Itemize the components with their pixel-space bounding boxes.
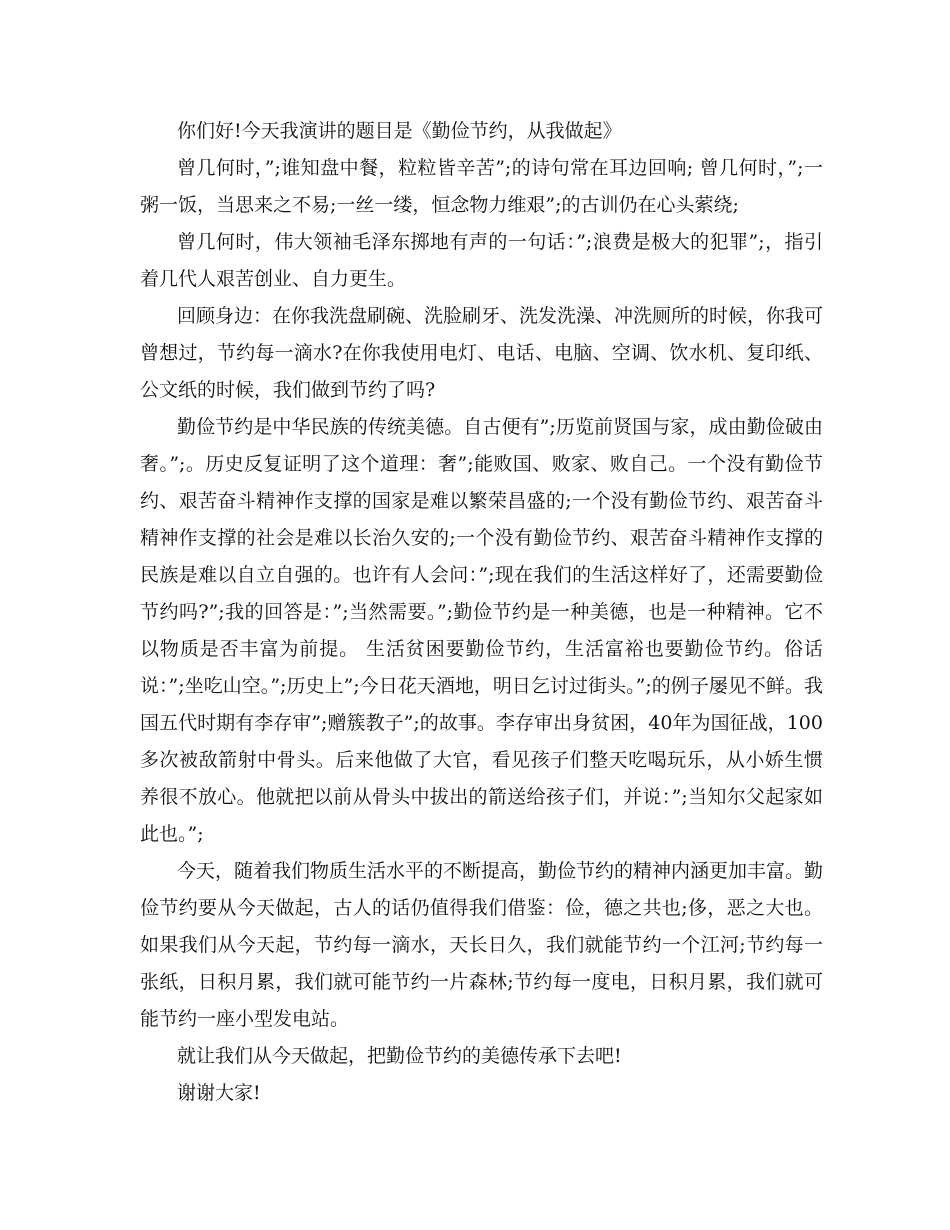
thanks-paragraph: 谢谢大家! [177, 1082, 261, 1104]
body-paragraph: 勤俭节约是中华民族的传统美德。自古便有”;历览前贤国与家，成由勤俭破由奢。”;。历史反复证明了这个道理：奢”;能败国、败家、败自己。一个没有勤俭节约、艰苦奋斗精神作支撑的国家是难以繁荣昌盛的;一个没有勤俭节约、艰苦奋斗精神作支撑的社会是难以长治久安的;一个没有勤俭节约、艰苦奋斗精神作支撑的民族是难以自立自强的。也许有人会问：”;现在我们的生活这样好了，还需要勤俭节约吗?”;我的回答是：”;当然需要。”;勤俭节约是一种美德，也是一种精神。它不以物质是否丰富为前提。 生活贫困要勤俭节约，生活富裕也要勤俭节约。俗话说：”;坐吃山空。”;历史上”;今日花天酒地，明日乞讨过街头。”;的例子屡见不鲜。我国五代时期有李存审”;赠簇教子”;的故事。李存审出身贫困，40年为国征战，100多次被敌箭射中骨头。后来他做了大官，看见孩子们整天吃喝玩乐，从小娇生惯养很不放心。他就把以前从骨头中拔出的箭送给孩子们，并说：”;当知尔父起家如此也。”; [140, 416, 823, 845]
body-paragraph: 回顾身边：在你我洗盘刷碗、洗脸刷牙、洗发洗澡、冲洗厕所的时候，你我可曾想过，节约每一滴水?在你我使用电灯、电话、电脑、空调、饮水机、复印纸、公文纸的时候，我们做到节约了吗? [140, 305, 824, 401]
document-page [140, 113, 823, 1112]
body-paragraph: 今天，随着我们物质生活水平的不断提高，勤俭节约的精神内涵更加丰富。勤俭节约要从今天做起，古人的话仍值得我们借鉴：俭，德之共也;侈，恶之大也。如果我们从今天起，节约每一滴水，天长日久，我们就能节约一个江河;节约每一张纸，日积月累，我们就可能节约一片森林;节约每一度电，日积月累，我们就可能节约一座小型发电站。 [140, 860, 824, 1030]
body-paragraph: 曾几何时，伟大领袖毛泽东掷地有声的一句话：”;浪费是极大的犯罪”;，指引着几代人艰苦创业、自力更生。 [140, 231, 823, 290]
greeting-paragraph: 你们好!今天我演讲的题目是《勤俭节约，从我做起》 [177, 120, 622, 142]
body-paragraph: 曾几何时，”;谁知盘中餐，粒粒皆辛苦”;的诗句常在耳边回响; 曾几何时，”;一粥一饭，当思来之不易;一丝一缕，恒念物力维艰”;的古训仍在心头萦绕; [140, 157, 823, 216]
closing-paragraph: 就让我们从今天做起，把勤俭节约的美德传承下去吧! [177, 1045, 622, 1067]
